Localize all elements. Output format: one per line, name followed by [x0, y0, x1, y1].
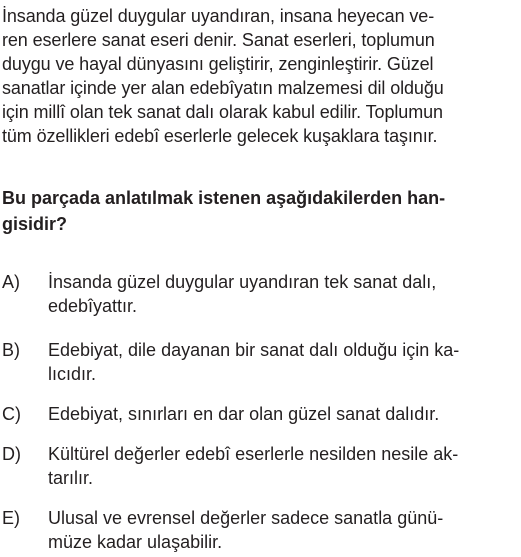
passage-line: ren eserlere sanat eseri denir. Sanat eserleri, toplumun [2, 30, 435, 50]
option-line: müze kadar ulaşabilir. [48, 532, 223, 552]
option-text [48, 338, 519, 386]
passage-line: tüm özellikleri edebî eserlerle gelecek kuşaklara taşınır. [2, 126, 438, 146]
option-letter: A) [2, 272, 20, 292]
question-line: gisidir? [2, 214, 68, 234]
question-line: Bu parçada anlatılmak istenen aşağıdakilerden han- [2, 188, 446, 208]
reading-passage [2, 4, 517, 148]
option-line: tarılır. [48, 468, 94, 488]
option-line: lıcıdır. [48, 364, 97, 384]
option-line: Edebiyat, sınırları en dar olan güzel sanat dalıdır. [48, 404, 440, 424]
option-line: Ulusal ve evrensel değerler sadece sanatla günü- [48, 508, 444, 528]
passage-line: duygu ve hayal dünyasını geliştirir, zenginleştirir. Güzel [2, 54, 434, 74]
question-stem [2, 185, 517, 237]
passage-line: sanatlar içinde yer alan edebîyatın malzemesi dil olduğu [2, 78, 444, 98]
option-letter: D) [2, 444, 21, 464]
option-text [48, 270, 519, 318]
option-line: Kültürel değerler edebî eserlerle nesilden nesile ak- [48, 444, 459, 464]
option-line: Edebiyat, dile dayanan bir sanat dalı olduğu için ka- [48, 340, 460, 360]
option-letter: C) [2, 404, 21, 424]
option-text [48, 402, 519, 426]
option-letter: B) [2, 340, 20, 360]
passage-line: İnsanda güzel duygular uyandıran, insana heyecan ve- [2, 6, 435, 26]
option-line: edebîyattır. [48, 296, 138, 316]
option-line: İnsanda güzel duygular uyandıran tek sanat dalı, [48, 272, 437, 292]
option-text [48, 506, 519, 554]
option-letter: E) [2, 508, 20, 528]
passage-line: için millî olan tek sanat dalı olarak kabul edilir. Toplumun [2, 102, 443, 122]
option-text [48, 442, 519, 490]
